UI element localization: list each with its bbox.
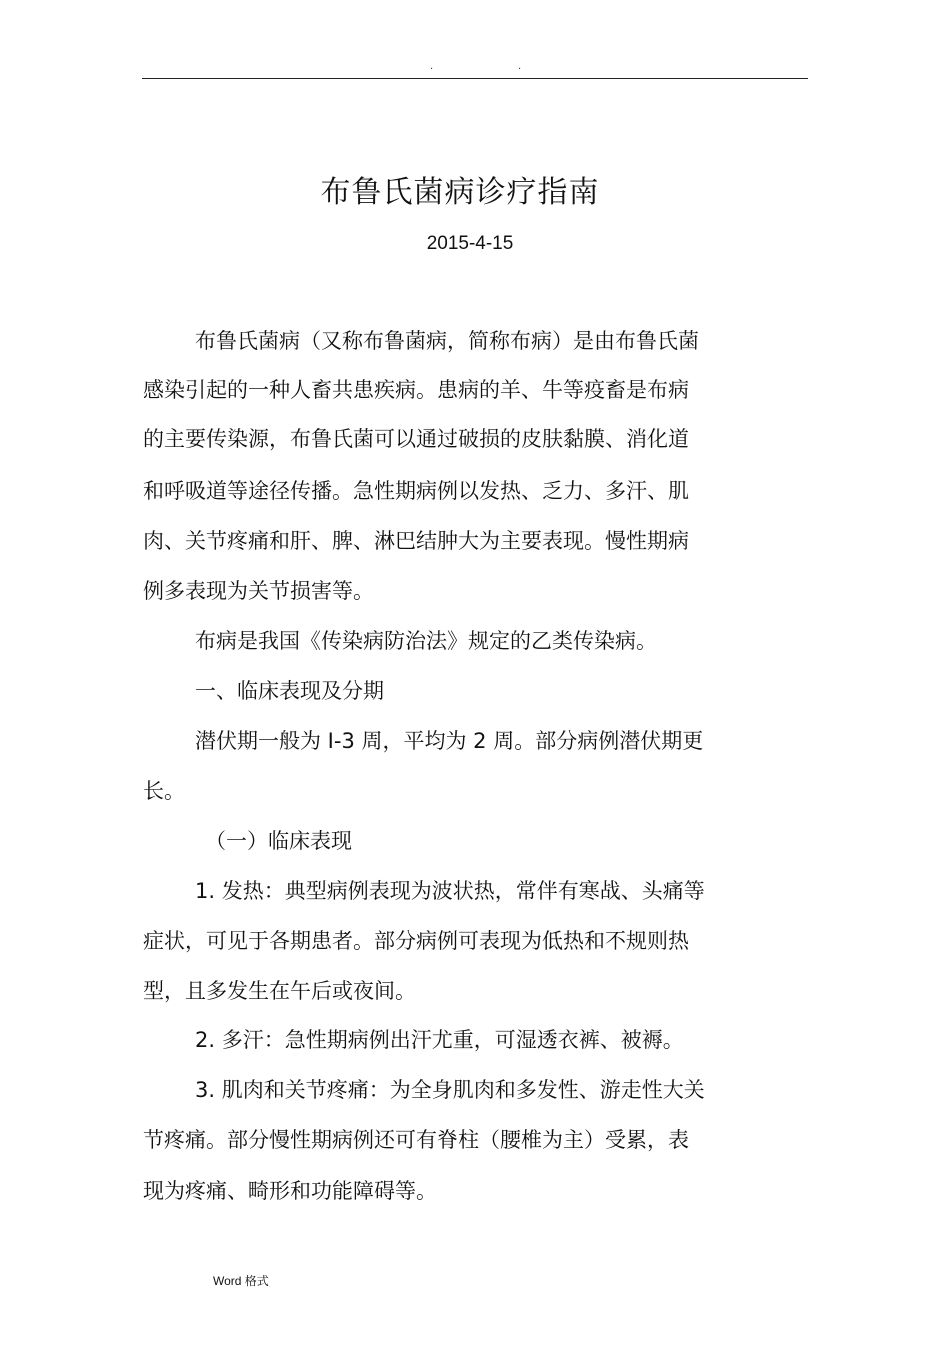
body-line: 现为疼痛、畸形和功能障碍等。 xyxy=(143,1179,437,1203)
document-title: 布鲁氏菌病诊疗指南 xyxy=(320,175,600,210)
section-heading: 一、临床表现及分期 xyxy=(195,679,384,703)
body-line: 例多表现为关节损害等。 xyxy=(143,579,374,603)
body-line: 布鲁氏菌病（又称布鲁菌病，简称布病）是由布鲁氏菌 xyxy=(195,329,699,353)
body-line: 长。 xyxy=(143,779,185,803)
subsection-heading: （一）临床表现 xyxy=(205,829,352,853)
header-dot-left: . xyxy=(430,61,434,72)
document-date: 2015-4-15 xyxy=(426,233,514,254)
body-line: 型，且多发生在午后或夜间。 xyxy=(143,979,416,1003)
body-line: 症状，可见于各期患者。部分病例可表现为低热和不规则热 xyxy=(143,929,689,953)
header-dot-right: . xyxy=(518,61,522,72)
body-line: 2. 多汗：急性期病例出汗尤重，可湿透衣裤、被褥。 xyxy=(195,1028,684,1052)
body-line: 潜伏期一般为 I-3 周，平均为 2 周。部分病例潜伏期更 xyxy=(195,729,704,753)
body-line: 感染引起的一种人畜共患疾病。患病的羊、牛等疫畜是布病 xyxy=(143,378,689,402)
body-line: 节疼痛。部分慢性期病例还可有脊柱（腰椎为主）受累，表 xyxy=(143,1128,689,1152)
body-line: 肉、关节疼痛和肝、脾、淋巴结肿大为主要表现。慢性期病 xyxy=(143,529,689,553)
header-rule xyxy=(142,78,808,79)
footer-label: Word 格式 xyxy=(213,1274,269,1288)
body-line: 的主要传染源，布鲁氏菌可以通过破损的皮肤黏膜、消化道 xyxy=(143,427,689,451)
body-line: 3. 肌肉和关节疼痛：为全身肌肉和多发性、游走性大关 xyxy=(195,1078,705,1102)
body-line: 1. 发热：典型病例表现为波状热，常伴有寒战、头痛等 xyxy=(195,879,705,903)
body-line: 和呼吸道等途径传播。急性期病例以发热、乏力、多汗、肌 xyxy=(143,479,689,503)
body-line: 布病是我国《传染病防治法》规定的乙类传染病。 xyxy=(195,629,657,653)
